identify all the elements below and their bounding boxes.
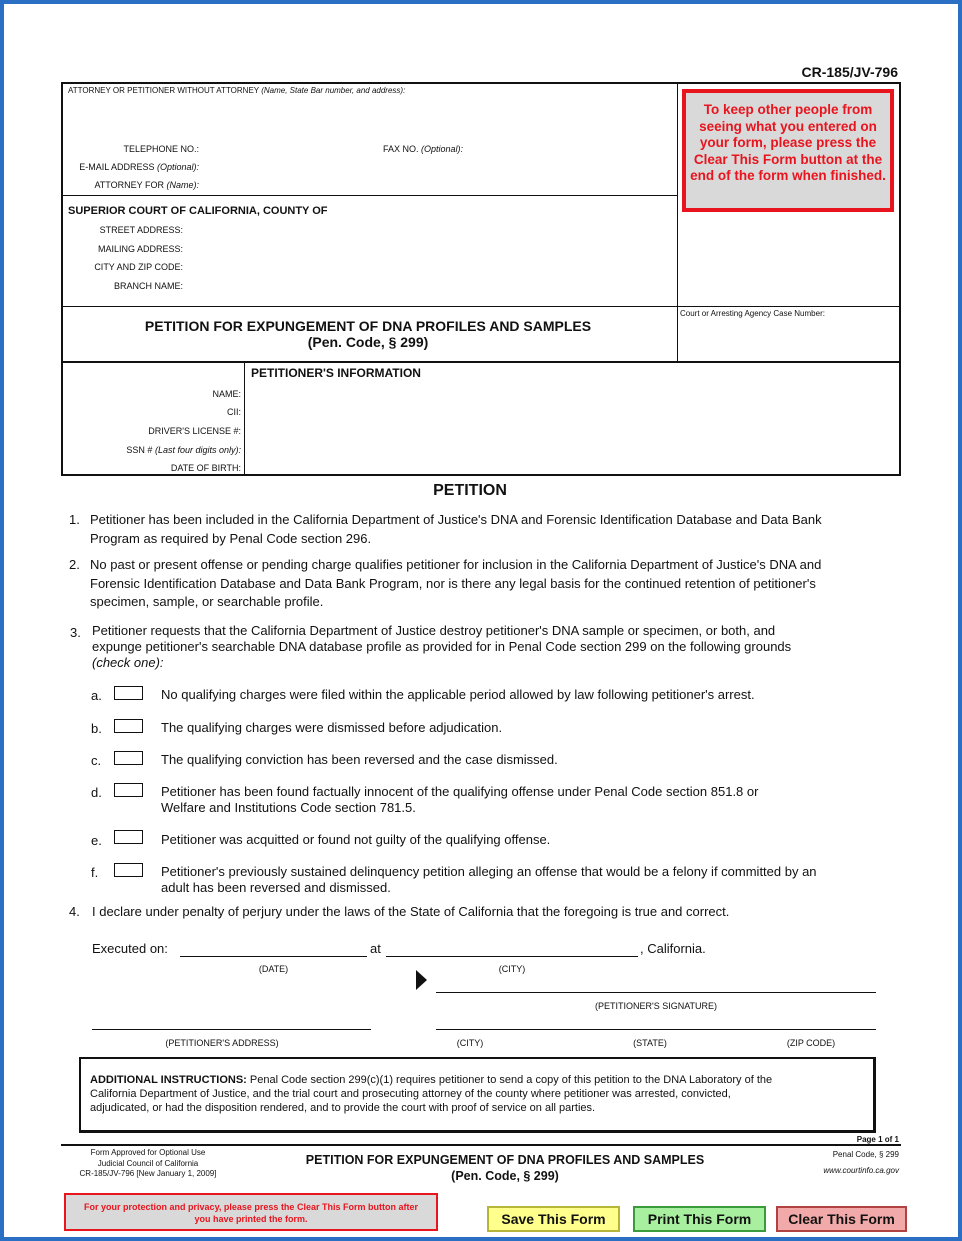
signature-arrow-icon — [416, 970, 427, 990]
print-form-button[interactable]: Print This Form — [633, 1206, 766, 1232]
california-label: , California. — [640, 941, 706, 956]
form-title-line1: PETITION FOR EXPUNGEMENT OF DNA PROFILES AND SAMPLES — [144, 318, 592, 334]
petitioner-info-box — [61, 361, 901, 476]
at-label: at — [370, 941, 381, 956]
ground-e-letter: e. — [91, 833, 102, 848]
item-4-number: 4. — [69, 904, 80, 919]
address-caption: (PETITIONER'S ADDRESS) — [165, 1038, 279, 1048]
name-input[interactable] — [245, 381, 899, 399]
cii-input[interactable] — [245, 400, 899, 418]
date-caption: (DATE) — [258, 964, 289, 974]
signature-caption: (PETITIONER'S SIGNATURE) — [594, 1001, 718, 1011]
dob-input[interactable] — [245, 456, 899, 474]
dob-label: DATE OF BIRTH: — [170, 463, 241, 473]
clear-form-button[interactable]: Clear This Form — [776, 1206, 907, 1232]
petitioner-info-header: PETITIONER'S INFORMATION — [251, 366, 421, 380]
ground-c-letter: c. — [91, 753, 102, 768]
branch-name-label: BRANCH NAME: — [113, 281, 183, 291]
court-header: SUPERIOR COURT OF CALIFORNIA, COUNTY OF — [68, 205, 328, 217]
attorney-for-label: ATTORNEY FOR (Name): — [94, 180, 199, 190]
execution-city-input[interactable] — [386, 941, 638, 957]
drivers-license-input[interactable] — [245, 419, 899, 437]
city-zip-label: CITY AND ZIP CODE: — [94, 262, 183, 272]
drivers-license-label: DRIVER'S LICENSE #: — [148, 426, 241, 436]
telephone-label: TELEPHONE NO.: — [123, 144, 199, 154]
footer-left: Form Approved for Optional Use Judicial Council of California CR-185/JV-796 [New January 1, 2009] — [79, 1148, 217, 1178]
footer-rule — [61, 1144, 901, 1146]
ground-f-text: Petitioner's previously sustained delinquency petition alleging an offense that would be a felony if committed by an adult has been reversed and dismissed. — [161, 864, 817, 895]
footer-right: Penal Code, § 299 www.courtinfo.ca.gov — [823, 1150, 899, 1175]
attorney-box[interactable] — [61, 82, 678, 196]
ground-b-text: The qualifying charges were dismissed before adjudication. — [161, 720, 503, 735]
privacy-notice-bottom: For your protection and privacy, please press the Clear This Form button after you have printed the form. — [64, 1193, 438, 1231]
ground-b-checkbox[interactable] — [114, 719, 143, 733]
additional-instructions-text: ADDITIONAL INSTRUCTIONS: Penal Code section 299(c)(1) requires petitioner to send a copy of this petition to the DNA Laboratory of the California Department of Justice, and the trial court and prosecuting attorney of the county where petitioner was arrested, convicted, adjudicated, or had the disposition rendered, and to provide the court with proof of service on all parties. — [90, 1074, 773, 1114]
page-number: Page 1 of 1 — [856, 1135, 899, 1144]
item-3-text: Petitioner requests that the California Department of Justice destroy petitioner's DNA sample or specimen, or both, and expunge petitioner's searchable DNA database profile as provided for in Penal Code section 299 on the following grounds (check one): — [92, 623, 792, 670]
cii-label: CII: — [226, 407, 241, 417]
email-label: E-MAIL ADDRESS (Optional): — [79, 162, 199, 172]
name-label: NAME: — [212, 389, 241, 399]
ssn-label: SSN # (Last four digits only): — [126, 445, 241, 455]
additional-instructions-box — [79, 1057, 876, 1133]
save-form-button[interactable]: Save This Form — [487, 1206, 620, 1232]
petitioner-address-input[interactable] — [92, 1012, 371, 1030]
execution-date-input[interactable] — [180, 941, 367, 957]
footer-title: PETITION FOR EXPUNGEMENT OF DNA PROFILES AND SAMPLES (Pen. Code, § 299) — [305, 1153, 705, 1183]
item-4-text: I declare under penalty of perjury under the laws of the State of California that the foregoing is true and correct. — [92, 904, 730, 919]
signature-input[interactable] — [436, 975, 876, 993]
ground-b-letter: b. — [91, 721, 102, 736]
item-1-text: Petitioner has been included in the California Department of Justice's DNA and Forensic Identification Database and Data Bank Program as required by Penal Code section 296. — [90, 512, 822, 546]
ground-e-checkbox[interactable] — [114, 830, 143, 844]
executed-on-label: Executed on: — [92, 941, 168, 956]
item-1-number: 1. — [69, 512, 80, 527]
attorney-header: ATTORNEY OR PETITIONER WITHOUT ATTORNEY (Name, State Bar number, and address): — [68, 86, 406, 95]
ground-c-text: The qualifying conviction has been reversed and the case dismissed. — [161, 752, 558, 767]
petition-heading: PETITION — [433, 482, 507, 499]
ground-e-text: Petitioner was acquitted or found not guilty of the qualifying offense. — [161, 832, 551, 847]
ground-c-checkbox[interactable] — [114, 751, 143, 765]
street-address-label: STREET ADDRESS: — [99, 225, 183, 235]
ground-d-checkbox[interactable] — [114, 783, 143, 797]
privacy-notice-top: To keep other people from seeing what you entered on your form, please press the Clear This Form button at the end of the form when finished. — [682, 89, 894, 212]
ground-a-letter: a. — [91, 688, 102, 703]
form-number: CR-185/JV-796 — [801, 64, 898, 80]
court-box[interactable] — [61, 195, 678, 307]
item-3-number: 3. — [70, 625, 81, 640]
city-caption: (CITY) — [498, 964, 526, 974]
fax-label: FAX NO. (Optional): — [383, 144, 464, 154]
form-title-line2: (Pen. Code, § 299) — [307, 334, 429, 350]
zip-caption: (ZIP CODE) — [786, 1038, 836, 1048]
mailing-address-label: MAILING ADDRESS: — [97, 244, 183, 254]
ssn-input[interactable] — [245, 437, 899, 455]
state-caption: (STATE) — [633, 1038, 667, 1048]
city-state-zip-input[interactable] — [436, 1012, 876, 1030]
title-box — [61, 306, 678, 363]
city-caption-2: (CITY) — [456, 1038, 484, 1048]
ground-f-letter: f. — [91, 865, 99, 880]
ground-d-letter: d. — [91, 785, 102, 800]
item-2-text: No past or present offense or pending charge qualifies petitioner for inclusion in the California Department of Justice's DNA and Forensic Identification Database and Data Bank Program, nor is there any legal basis for the continued retention of petitioner's specimen, sample, or searchable profile. — [90, 557, 822, 609]
ground-d-text: Petitioner has been found factually innocent of the qualifying offense under Penal Code section 851.8 or Welfare and Institutions Code section 781.5. — [161, 784, 759, 815]
ground-a-text: No qualifying charges were filed within the applicable period allowed by law following petitioner's arrest. — [161, 687, 755, 702]
ground-a-checkbox[interactable] — [114, 686, 143, 700]
ground-f-checkbox[interactable] — [114, 863, 143, 877]
case-number-label: Court or Arresting Agency Case Number: — [680, 309, 825, 318]
item-2-number: 2. — [69, 557, 80, 572]
case-number-box[interactable] — [677, 306, 901, 363]
